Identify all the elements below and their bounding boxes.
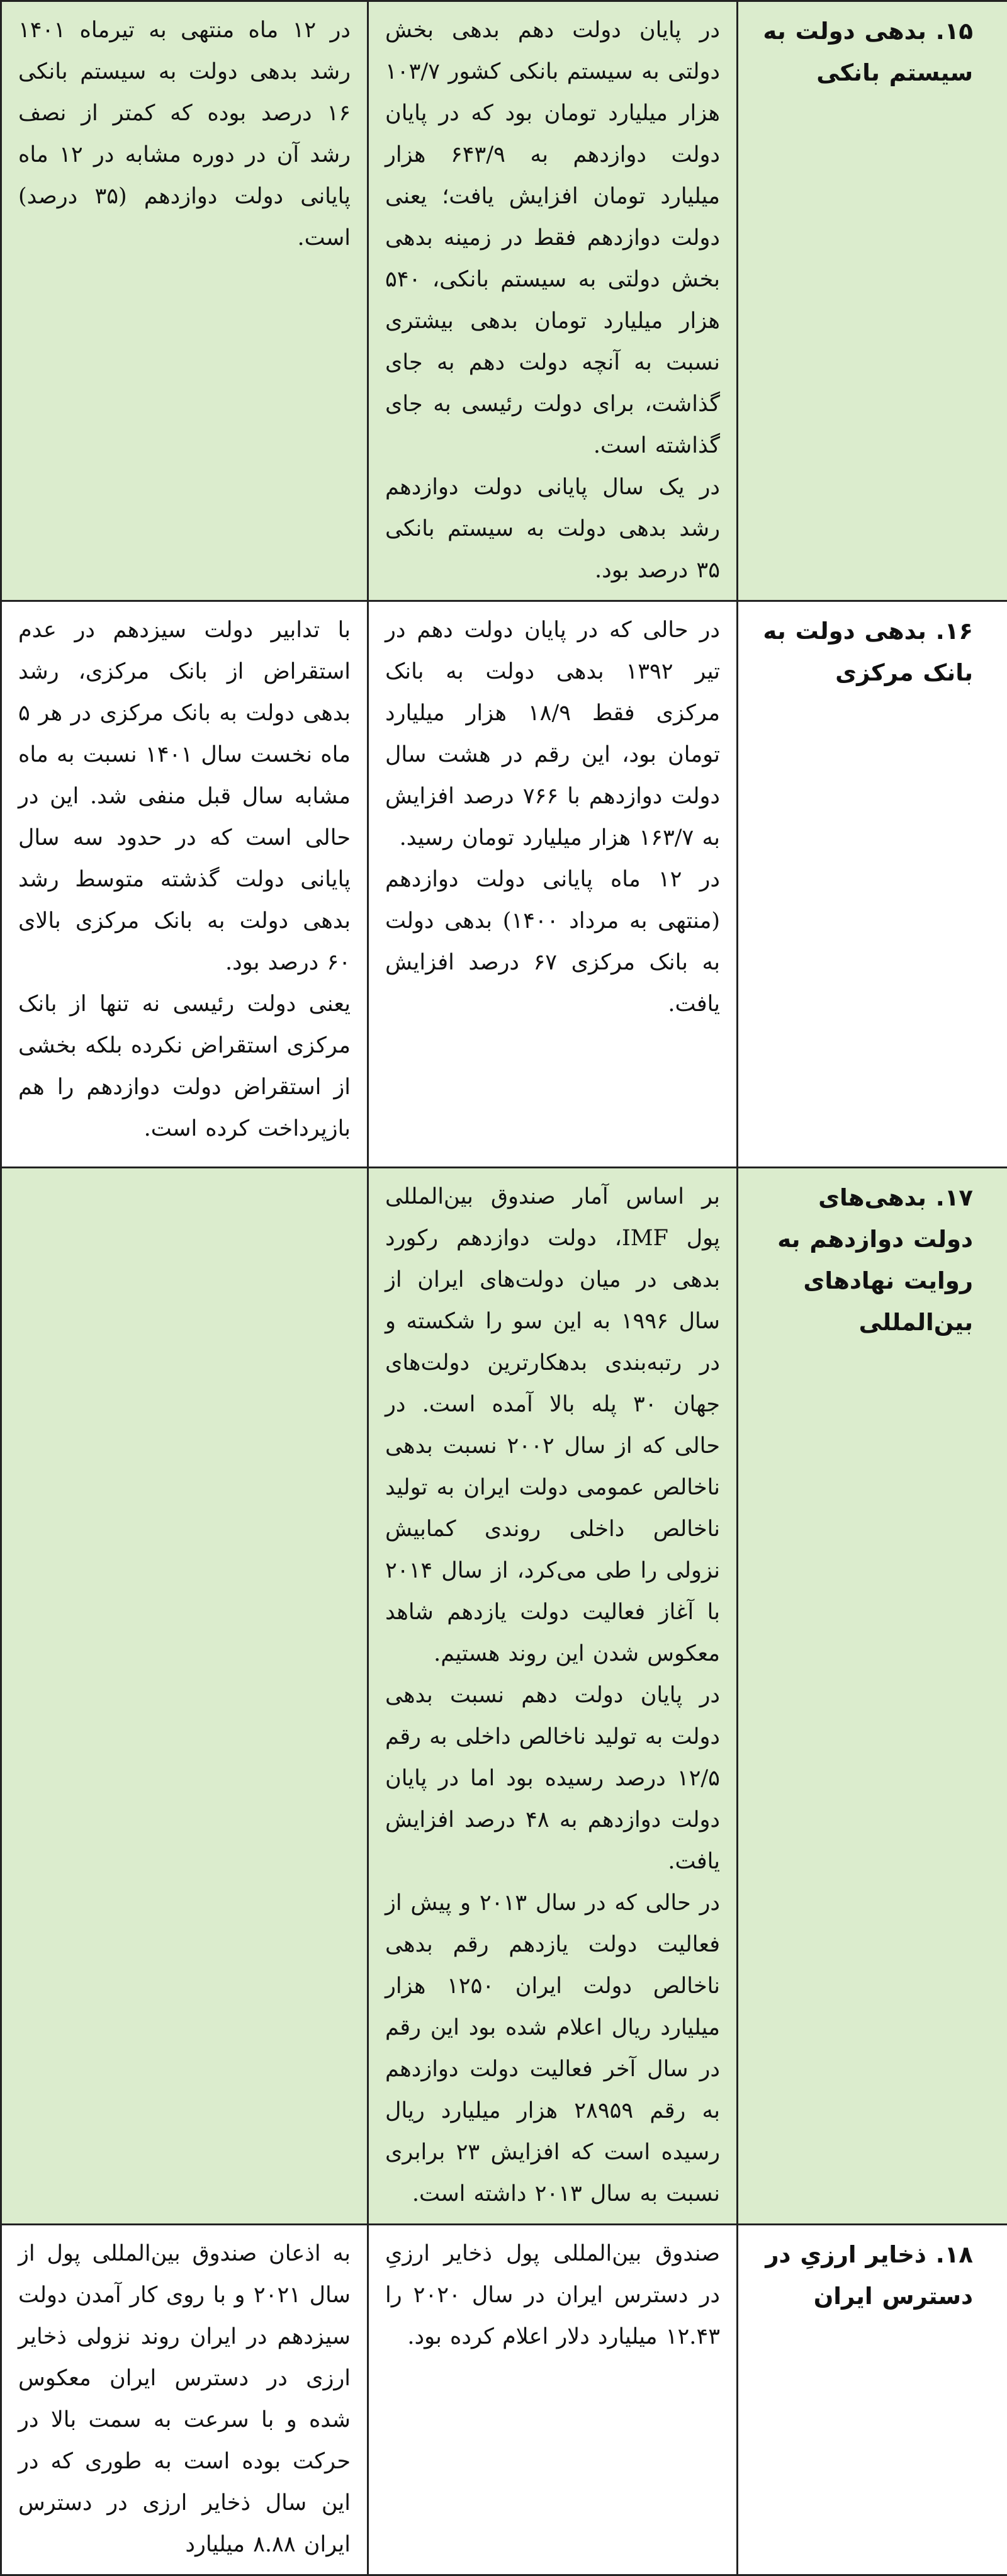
row-title-cell (738, 601, 1007, 1168)
table-row-18 (1, 2225, 1007, 2575)
table-row-16 (1, 601, 1007, 1168)
paragraph: در یک سال پایانی دولت دوازدهم رشد بدهی دولت به سیستم بانکی ۳۵ درصد بود. (385, 466, 720, 591)
previous-government-cell (368, 1, 738, 601)
row-title: ۱۵. بدهی دولت به سیستم بانکی (763, 18, 973, 86)
table-row-15 (1, 1, 1007, 601)
paragraph: در ۱۲ ماه منتهی به تیرماه ۱۴۰۱ رشد بدهی دولت به سیستم بانکی ۱۶ درصد بوده که کمتر از نصف رشد آن در دوره مشابه در ۱۲ ماه پایانی دولت دوازدهم (۳۵ درصد) است. (18, 9, 351, 259)
previous-government-cell (368, 2225, 738, 2575)
paragraph: بر اساس آمار صندوق بین‌المللی پول IMF، دولت دوازدهم رکورد بدهی در میان دولت‌های ایران از سال ۱۹۹۶ به این سو را شکسته و در رتبه‌بندی بدهکارترین دولت‌های جهان ۳۰ پله بالا آمده است. در حالی که از سال ۲۰۰۲ نسبت بدهی ناخالص عمومی دولت ایران به تولید ناخالص داخلی روندی کمابیش نزولی را طی می‌کرد، از سال ۲۰۱۴ با آغاز فعالیت دولت یازدهم شاهد معکوس شدن این روند هستیم. (385, 1176, 720, 1675)
row-title: ۱۸. ذخایر ارزیِ در دسترس ایران (765, 2241, 973, 2310)
paragraph: در حالی که در سال ۲۰۱۳ و پیش از فعالیت دولت یازدهم رقم بدهی ناخالص دولت ایران ۱۲۵۰ هزار میلیارد ریال اعلام شده بود این رقم در سال آخر فعالیت دولت دوازدهم به رقم ۲۸۹۵۹ هزار میلیارد ریال رسیده است که افزایش ۲۳ برابری نسبت به سال ۲۰۱۳ داشته است. (385, 1882, 720, 2215)
current-government-cell (1, 1, 368, 601)
paragraph: در پایان دولت دهم بدهی بخش دولتی به سیستم بانکی کشور ۱۰۳/۷ هزار میلیارد تومان بود که در پایان دولت دوازدهم به ۶۴۳/۹ هزار میلیارد تومان افزایش یافت؛ یعنی دولت دوازدهم فقط در زمینه بدهی بخش دولتی به سیستم بانکی، ۵۴۰ هزار میلیارد تومان بدهی بیشتری نسبت به آنچه دولت دهم به جای گذاشت، برای دولت رئیسی به جای گذاشته است. (385, 9, 720, 466)
paragraph: با تدابیر دولت سیزدهم در عدم استقراض از بانک مرکزی، رشد بدهی دولت به بانک مرکزی در هر ۵ ماه نخست سال ۱۴۰۱ نسبت به ماه مشابه سال قبل منفی شد. این در حالی است که در حدود سه سال پایانی دولت گذشته متوسط رشد بدهی دولت به بانک مرکزی بالای ۶۰ درصد بود. (18, 609, 351, 983)
current-government-cell (1, 1168, 368, 2225)
previous-government-cell (368, 601, 738, 1168)
current-government-cell (1, 2225, 368, 2575)
paragraph: در ۱۲ ماه پایانی دولت دوازدهم (منتهی به مرداد ۱۴۰۰) بدهی دولت به بانک مرکزی ۶۷ درصد افزایش یافت. (385, 859, 720, 1025)
paragraph: در حالی که در پایان دولت دهم در تیر ۱۳۹۲ بدهی دولت به بانک مرکزی فقط ۱۸/۹ هزار میلیارد تومان بود، این رقم در هشت سال دولت دوازدهم با ۷۶۶ درصد افزایش به ۱۶۳/۷ هزار میلیارد تومان رسید. (385, 609, 720, 859)
row-title: ۱۷. بدهی‌های دولت دوازدهم به روایت نهادهای بین‌المللی (777, 1184, 973, 1336)
paragraph: به اذعان صندوق بین‌المللی پول از سال ۲۰۲۱ و با روی کار آمدن دولت سیزدهم در ایران روند نزولی ذخایر ارزی در دسترس ایران معکوس شده و با سرعت به سمت بالا در حرکت بوده است به طوری که در این سال ذخایر ارزی در دسترس ایران ۸.۸۸ میلیارد (18, 2233, 351, 2565)
previous-government-cell (368, 1168, 738, 2225)
row-title-cell (738, 1168, 1007, 2225)
paragraph: یعنی دولت رئیسی نه تنها از بانک مرکزی استقراض نکرده بلکه بخشی از استقراض دولت دوازدهم را هم بازپرداخت کرده است. (18, 983, 351, 1150)
row-title-cell (738, 2225, 1007, 2575)
paragraph: در پایان دولت دهم نسبت بدهی دولت به تولید ناخالص داخلی به رقم ۱۲/۵ درصد رسیده بود اما در پایان دولت دوازدهم به ۴۸ درصد افزایش یافت. (385, 1675, 720, 1882)
table-row-17 (1, 1168, 1007, 2225)
paragraph: صندوق بین‌المللی پول ذخایر ارزیِ در دسترس ایران در سال ۲۰۲۰ را ۱۲.۴۳ میلیارد دلار اعلام کرده بود. (385, 2233, 720, 2358)
current-government-cell (1, 601, 368, 1168)
row-title: ۱۶. بدهی دولت به بانک مرکزی (763, 618, 973, 686)
row-title-cell (738, 1, 1007, 601)
